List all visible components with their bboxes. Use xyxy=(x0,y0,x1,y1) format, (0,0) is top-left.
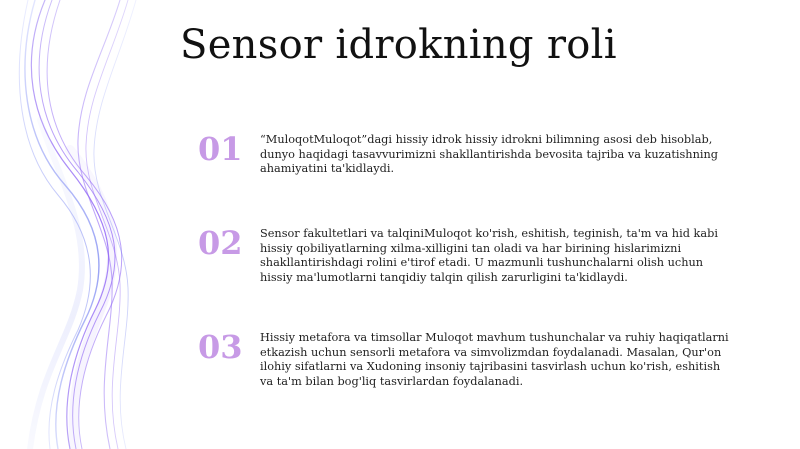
item-number: 03 xyxy=(198,328,243,366)
decorative-ribbon-graphic xyxy=(0,0,200,449)
item-text: Hissiy metafora va timsollar Muloqot mavhum tushunchalar va ruhiy haqiqatlarni etkazish uchun sensorli metafora va simvolizmdan foydalanadi. Masalan, Qur'on ilohiy sifatlarni va Xudoning insoniy tajribasini tasvirlash uchun ko'rish, eshitish va ta'm bilan bog'liq tasvirlardan foydalanadi. xyxy=(260,331,729,388)
slide-title: Sensor idrokning roli xyxy=(180,22,617,68)
item-text: Sensor fakultetlari va talqiniMuloqot ko'rish, eshitish, teginish, ta'm va hid kabi hissiy qobiliyatlarning xilma-xilligini tan oladi va har birining hislarimizni shakllantirishdagi rolini e'tirof etadi. U mazmunli tushunchalarni olish uchun hissiy ma'lumotlarni tanqidiy talqin qilish zarurligini ta'kidlaydi. xyxy=(260,227,718,284)
item-number: 01 xyxy=(198,130,243,168)
item-number: 02 xyxy=(198,224,243,262)
item-text: “MuloqotMuloqot”dagi hissiy idrok hissiy idrokni bilimning asosi deb hisoblab, dunyo haqidagi tasavvurimizni shakllantirishda bevosita tajriba va kuzatishning ahamiyatini ta'kidlaydi. xyxy=(260,133,718,175)
